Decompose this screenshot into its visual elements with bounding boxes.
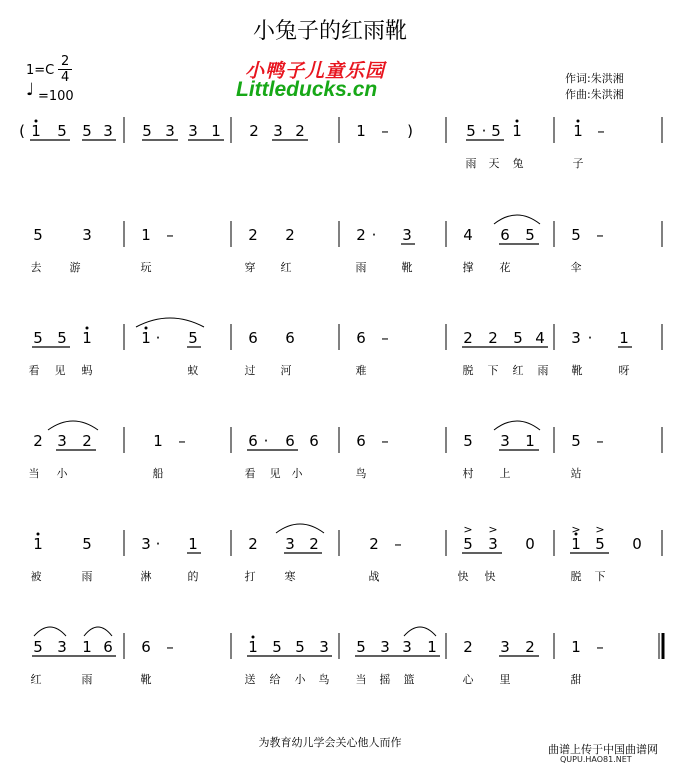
note: 2 [285,226,295,244]
note: 2 [525,638,535,656]
octave-dot [35,120,38,123]
slur [48,421,98,430]
note: 3 [57,432,67,450]
note: 2 [249,122,259,140]
note: 6 [285,432,295,450]
dedication-footer: 为教育幼儿学会关心他人而作 [258,736,402,749]
octave-dot [577,120,580,123]
lyric: 看 [28,364,40,377]
note: 6 [356,329,366,347]
note: – [597,122,605,140]
lyric: 雨 [537,364,549,377]
note: 5 [463,535,473,553]
lyric: 摇 [379,673,391,686]
note: – [166,226,174,244]
octave-dot [516,120,519,123]
note: 6 [248,432,258,450]
lyric: 兔 [512,157,524,170]
lyric: 下 [487,364,499,377]
note: 1 [512,122,522,140]
note: 4 [463,226,473,244]
note: 5 [272,638,282,656]
lyric: 雨 [81,570,93,583]
octave-dot [37,533,40,536]
note: 1 [141,329,151,347]
note: ( [19,122,25,140]
accent-mark: > [488,523,498,536]
slur [404,627,436,636]
note: 5 [57,122,67,140]
time-signature-top: 2 [61,54,70,69]
slur [84,627,112,636]
note: 2 [248,535,258,553]
note: 3 [380,638,390,656]
note: – [381,432,389,450]
lyric: 寒 [284,570,296,583]
source-site-text: 曲谱上传于中国曲谱网 [548,743,658,756]
lyric: 鸟 [355,467,367,480]
slur [34,627,66,636]
lyric: 给 [269,673,281,686]
note: 1 [619,329,629,347]
lyric: 游 [69,261,81,274]
note: · [481,122,487,140]
note: 5 [142,122,152,140]
note: 3 [103,122,113,140]
lyric: 靴 [401,261,413,274]
note: 3 [141,535,151,553]
note: ) [407,122,413,140]
note: 3 [488,535,498,553]
lyric: 下 [594,570,606,583]
lyric: 靴 [571,364,583,377]
lyric: 子 [572,157,584,170]
octave-dot [145,327,148,330]
note: 4 [535,329,545,347]
note: 1 [427,638,437,656]
lyric: 当 [28,467,40,480]
lyric: 小 [291,467,303,480]
note: 3 [82,226,92,244]
song-title: 小兔子的红雨靴 [252,19,407,44]
note: 3 [500,638,510,656]
lyric: 红 [280,261,292,274]
lyric: 里 [499,673,511,686]
tempo-value: =100 [38,89,74,104]
note: – [178,432,186,450]
note: – [166,638,174,656]
note: 1 [31,122,41,140]
source-site-url: QUPU.HAO81.NET [560,755,632,764]
note: 2 [248,226,258,244]
lyric: 鸟 [318,673,330,686]
note: 5 [466,122,476,140]
note: 1 [82,329,92,347]
lyric: 被 [30,570,42,583]
lyric: 心 [462,673,474,686]
note: 3 [571,329,581,347]
lyric: 靴 [140,673,152,686]
note: 1 [33,535,43,553]
note: 5 [188,329,198,347]
note: 1 [188,535,198,553]
note: 0 [525,535,535,553]
lyric: 红 [512,364,524,377]
lyric: 当 [355,673,367,686]
slur [136,318,204,327]
note: 3 [165,122,175,140]
lyric: 雨 [465,157,477,170]
lyric: 的 [187,570,199,583]
note: 6 [103,638,113,656]
logo-english: Littleducks.cn [236,78,378,101]
note: 5 [491,122,501,140]
note: 5 [356,638,366,656]
note: 2 [463,329,473,347]
lyric: 脱 [570,570,582,583]
note: 5 [33,638,43,656]
lyric: 穿 [244,261,256,274]
lyric: 见 [269,467,281,480]
lyric: 河 [280,364,292,377]
note: 1 [248,638,258,656]
composer-credit: 作曲:朱洪湘 [565,88,624,101]
lyric: 脱 [462,364,474,377]
note: 6 [285,329,295,347]
lyric: 篮 [403,673,415,686]
note: 2 [309,535,319,553]
note: 5 [82,122,92,140]
lyric: 船 [152,467,164,480]
note: 2 [33,432,43,450]
note: 6 [309,432,319,450]
accent-mark: > [571,523,581,536]
lyric: 难 [355,364,367,377]
note: 5 [57,329,67,347]
note: · [587,329,593,347]
note: 5 [571,226,581,244]
lyric: 花 [499,261,511,274]
note: 5 [33,226,43,244]
note: 6 [248,329,258,347]
note: 2 [82,432,92,450]
note: – [596,638,604,656]
note: – [381,122,389,140]
note: 2 [463,638,473,656]
slur [494,215,540,224]
lyric: 雨 [81,673,93,686]
note: 6 [500,226,510,244]
note: 5 [525,226,535,244]
note: 5 [571,432,581,450]
note: 3 [188,122,198,140]
note: 1 [211,122,221,140]
note: 3 [57,638,67,656]
accent-mark: > [595,523,605,536]
quarter-note-icon: ♩ [26,80,35,100]
accent-mark: > [463,523,473,536]
lyric: 战 [368,570,380,583]
note: 1 [153,432,163,450]
note: 1 [356,122,366,140]
lyric: 呀 [618,364,630,377]
lyric: 雨 [355,261,367,274]
lyric: 撑 [462,261,474,274]
lyric: 小 [56,467,68,480]
lyric: 站 [570,467,582,480]
note: 6 [356,432,366,450]
lyricist-credit: 作词:朱洪湘 [565,72,624,85]
lyric: 甜 [570,673,582,686]
slur [276,524,324,533]
logo-chinese: 小鸭子儿童乐园 [245,60,386,82]
lyric: 送 [244,673,256,686]
octave-dot [252,636,255,639]
lyric: 过 [244,364,256,377]
lyric: 快 [457,570,469,583]
note: 3 [273,122,283,140]
note: · [263,432,269,450]
note: · [371,226,377,244]
lyric: 红 [30,673,42,686]
note: 5 [513,329,523,347]
lyric: 伞 [570,261,582,274]
note: 1 [573,122,583,140]
lyric: 去 [30,261,42,274]
note: 3 [402,226,412,244]
lyric: 玩 [140,261,152,274]
note: 3 [500,432,510,450]
lyric: 看 [244,467,256,480]
note: 1 [571,535,581,553]
lyric: 小 [294,673,306,686]
note: · [155,329,161,347]
lyric: 淋 [140,570,152,583]
note: 5 [463,432,473,450]
note: 2 [356,226,366,244]
note: 3 [402,638,412,656]
note: 1 [141,226,151,244]
note: 6 [141,638,151,656]
note: – [394,535,402,553]
key-signature: 1=C [26,63,55,78]
note: 2 [369,535,379,553]
note: 5 [33,329,43,347]
lyric: 快 [484,570,496,583]
note: – [596,226,604,244]
lyric: 天 [488,157,500,170]
lyric: 蚂 [81,364,93,377]
note: 1 [571,638,581,656]
note: 5 [82,535,92,553]
note: – [381,329,389,347]
note: 2 [295,122,305,140]
note: – [596,432,604,450]
slur [494,421,540,430]
lyric: 上 [499,467,511,480]
note: 2 [488,329,498,347]
lyric: 见 [54,364,66,377]
time-signature-bottom: 4 [61,70,70,85]
note: 1 [525,432,535,450]
octave-dot [86,327,89,330]
note: 3 [319,638,329,656]
lyric: 村 [462,467,474,480]
lyric: 打 [244,570,256,583]
note: 1 [82,638,92,656]
note: 3 [285,535,295,553]
note: · [155,535,161,553]
note: 5 [595,535,605,553]
note: 0 [632,535,642,553]
note: 5 [295,638,305,656]
lyric: 蚁 [187,364,199,377]
